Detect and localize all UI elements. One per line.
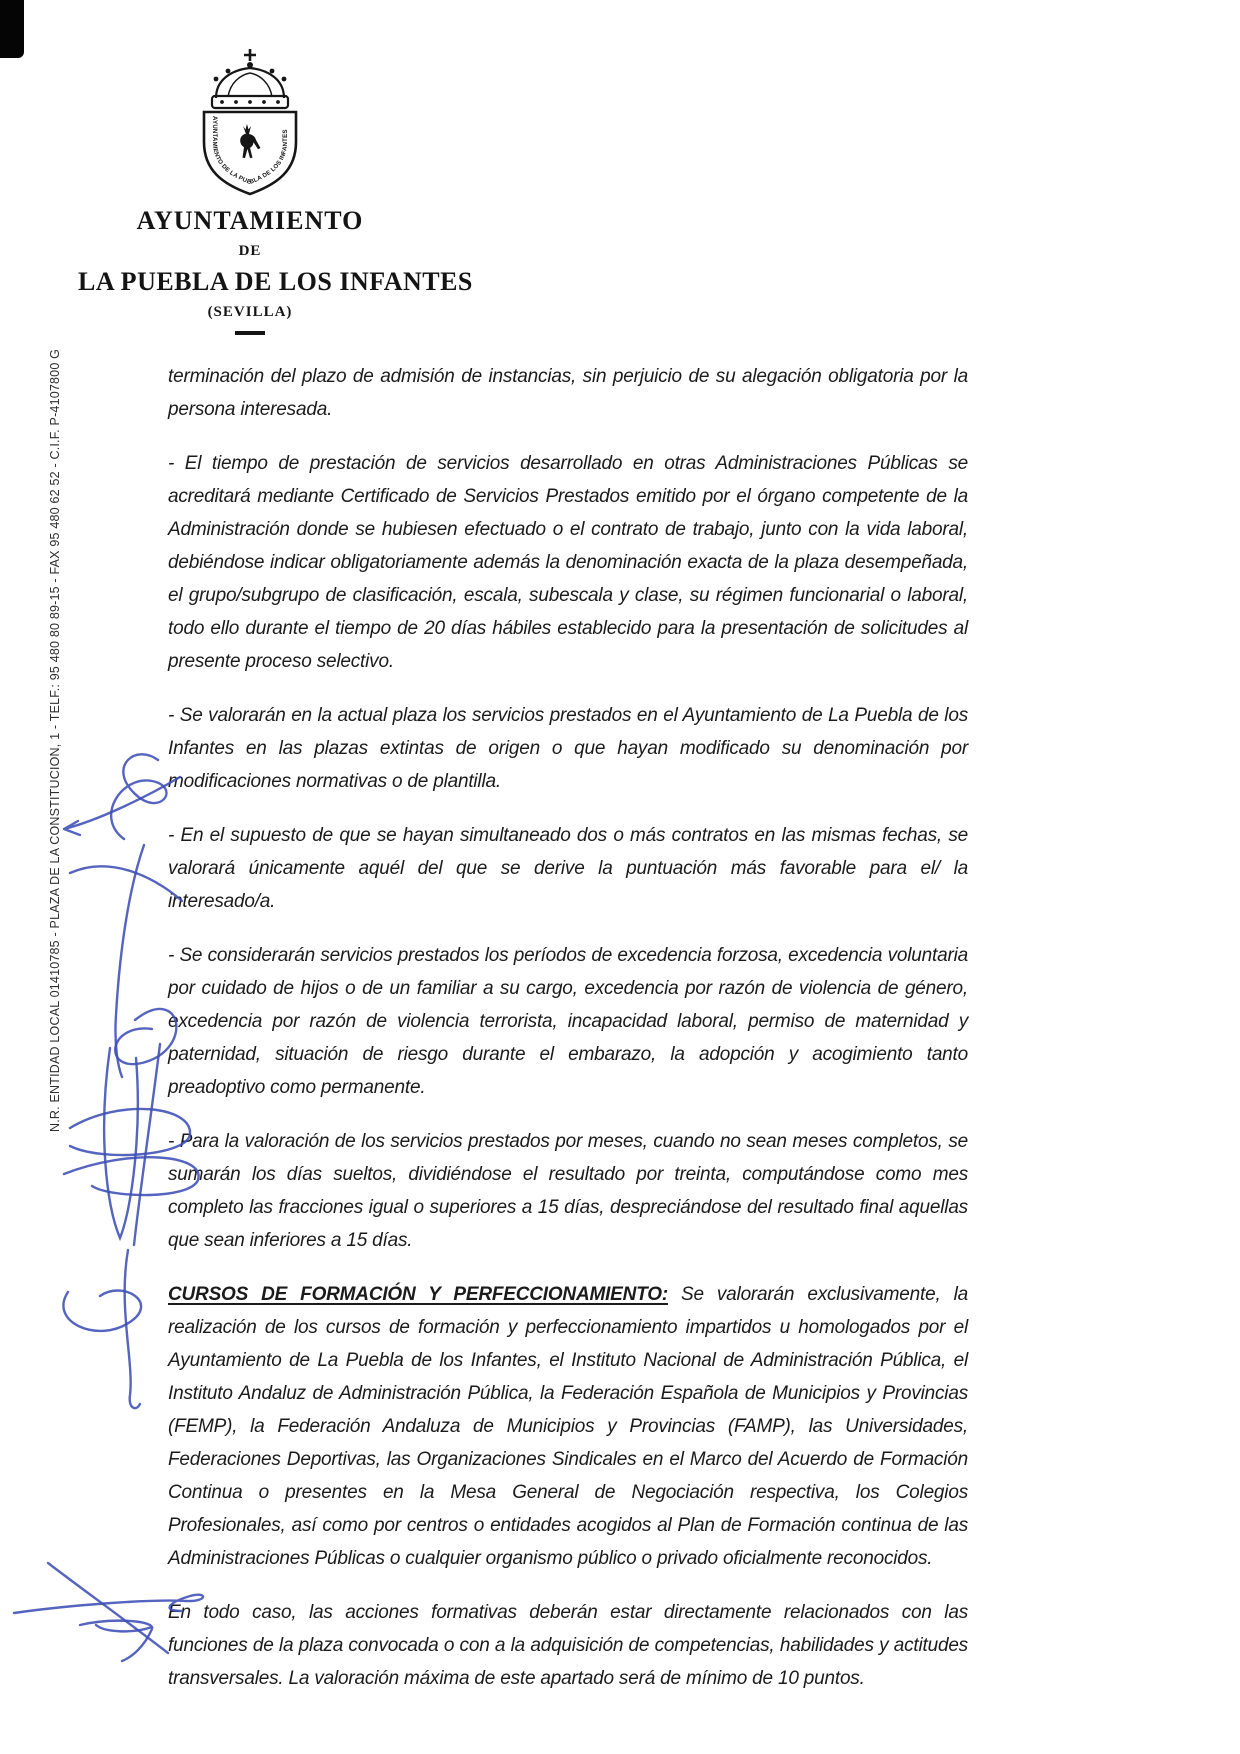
header-divider [235,331,265,335]
crest-ring-text: AYUNTAMIENTO DE LA PUEBLA DE LOS INFANTES [210,116,290,186]
org-name-line1: AYUNTAMIENTO [136,206,364,235]
body-paragraph: En todo caso, las acciones formativas deberán estar directamente relacionados con las funciones de la plaza convocada o con a la adquisición de competencias, habilidades y actitudes transversales. La valoración máxima de este apartado será de mínimo de 10 puntos. [168,1602,968,1689]
municipal-crest-icon [192,46,308,198]
document-text-block [168,360,968,1716]
section-body-cursos: Se valorarán exclusivamente, la realización de los cursos de formación y perfeccionamiento impartidos u homologados por el Ayuntamiento de La Puebla de los Infantes, el Instituto Nacional de Administración Pública, el Instituto Andaluz de Administración Pública, la Federación Española de Municipios y Provincias (FEMP), la Federación Andaluza de Municipios y Provincias (FAMP), las Universidades, Federaciones Deportivas, las Organizaciones Sindicales en el Marco del Acuerdo de Formación Continua o presentes en la Mesa General de Negociación respectiva, los Colegios Profesionales, así como por centros o entidades acogidos al Plan de Formación continua de las Administraciones Públicas o cualquier organismo público o privado oficialmente reconocidos. [168,1284,968,1569]
body-paragraph: terminación del plazo de admisión de instancias, sin perjuicio de su alegación obligatoria por la persona interesada. [168,366,968,420]
shield-icon [204,112,296,194]
org-province: (SEVILLA) [207,304,293,320]
org-name-line3: LA PUEBLA DE LOS INFANTES [78,267,473,296]
body-paragraph: - Se valorarán en la actual plaza los servicios prestados en el Ayuntamiento de La Puebla de los Infantes en las plazas extintas de origen o que hayan modificado su denominación por modificaciones normativas o de plantilla. [168,705,968,792]
section-heading-cursos: CURSOS DE FORMACIÓN Y PERFECCIONAMIENTO: [168,1284,668,1305]
body-paragraph: - En el supuesto de que se hayan simultaneado dos o más contratos en las mismas fechas, se valorará únicamente aquél del que se derive la puntuación más favorable para el/ la interesado/a. [168,825,968,912]
body-paragraph: - El tiempo de prestación de servicios desarrollado en otras Administraciones Públicas se acreditará mediante Certificado de Servicios Prestados emitido por el órgano competente de la Administración donde se hubiesen efectuado o el contrato de trabajo, junto con la vida laboral, debiéndose indicar obligatoriamente además la denominación exacta de la plaza desempeñada, el grupo/subgrupo de clasificación, escala, subescala y clase, su régimen funcionarial o laboral, todo ello durante el tiempo de 20 días hábiles establecido para la presentación de solicitudes al presente proceso selectivo. [168,453,968,672]
body-paragraph: - Se considerarán servicios prestados los períodos de excedencia forzosa, excedencia voluntaria por cuidado de hijos o de un familiar a su cargo, excedencia por razón de violencia de género, excedencia por razón de violencia terrorista, incapacidad laboral, permiso de maternidad y paternidad, situación de riesgo durante el embarazo, la adopción y acogimiento tanto preadoptivo como permanente. [168,945,968,1098]
letterhead [78,46,473,335]
crown-icon [212,49,288,108]
body-paragraph: - Para la valoración de los servicios prestados por meses, cuando no sean meses completos, se sumarán los días sueltos, dividiéndose el resultado por treinta, computándose como mes completo las fracciones igual o superiores a 15 días, despreciándose del resultado final aquellas que sean inferiores a 15 días. [168,1131,968,1251]
scan-artifact [0,0,24,58]
margin-registration-text: N.R. ENTIDAD LOCAL 01410785 - PLAZA DE LA CONSTITUCION, 1 - TELF.: 95 480 80 89-15 - FAX 95 480 62 52 - C.I.F. P-4107800 G [48,348,62,1132]
body-paragraph [168,1278,968,1575]
org-name-line2: DE [238,243,262,259]
